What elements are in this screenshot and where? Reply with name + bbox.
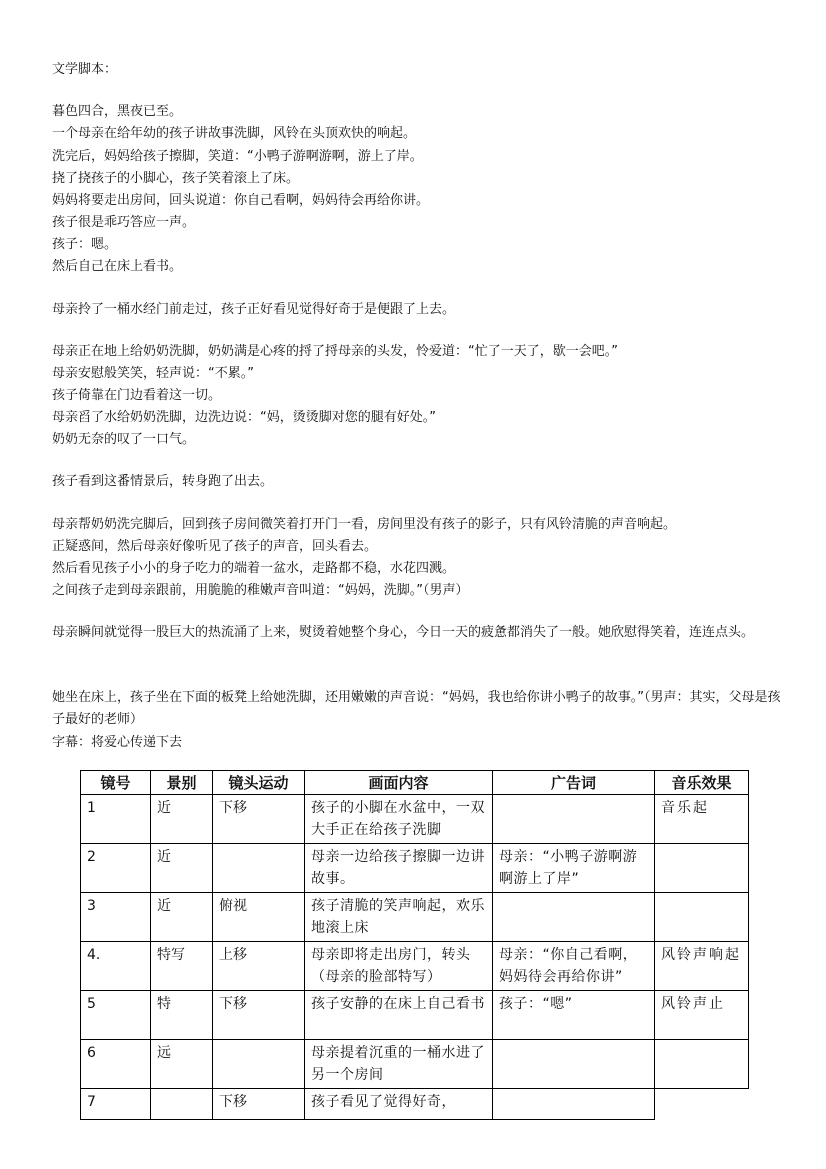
cell-scene-content: 孩子清脆的笑声响起，欢乐地滚上床 [305, 893, 493, 942]
cell-scene-content: 母亲一边给孩子擦脚一边讲故事。 [305, 844, 493, 893]
cell-scene-content: 孩子安静的在床上自己看书 [305, 991, 493, 1040]
header-scene-content: 画面内容 [305, 771, 493, 795]
cell-shot-scale: 近 [151, 844, 213, 893]
paragraph-line: 暮色四合，黑夜已至。 [52, 104, 183, 119]
cell-shot-number: 7 [81, 1089, 151, 1120]
cell-dialogue [493, 893, 655, 942]
cell-shot-number: 2 [81, 844, 151, 893]
cell-shot-scale: 近 [151, 795, 213, 844]
cell-music-effects [655, 1040, 749, 1089]
header-shot-scale: 景别 [151, 771, 213, 795]
paragraph-line: 孩子看到这番情景后，转身跑了出去。 [52, 474, 274, 489]
paragraph-line: 挠了挠孩子的小脚心，孩子笑着滚上了床。 [52, 171, 300, 186]
paragraph-line: 然后自己在床上看书。 [52, 259, 183, 274]
cell-shot-number: 4. [81, 942, 151, 991]
cell-dialogue: 孩子：“嗯” [493, 991, 655, 1040]
cell-camera-movement [213, 844, 305, 893]
cell-scene-content: 孩子的小脚在水盆中，一双大手正在给孩子洗脚 [305, 795, 493, 844]
cell-music-effects [655, 893, 749, 942]
cell-shot-number: 5 [81, 991, 151, 1040]
cell-shot-number: 3 [81, 893, 151, 942]
table-row [81, 893, 749, 942]
header-camera-movement: 镜头运动 [213, 771, 305, 795]
cell-shot-number: 1 [81, 795, 151, 844]
paragraph-line: 一个母亲在给年幼的孩子讲故事洗脚，风铃在头顶欢快的响起。 [52, 126, 417, 141]
table-row [81, 942, 749, 991]
cell-camera-movement [213, 1040, 305, 1089]
table-row [81, 1089, 749, 1120]
cell-shot-scale: 近 [151, 893, 213, 942]
script-heading: 文学脚本： [52, 62, 118, 77]
paragraph-line: 母亲舀了水给奶奶洗脚，边洗边说：“妈，烫烫脚对您的腿有好处。” [52, 410, 436, 425]
cell-dialogue [493, 1089, 655, 1120]
table-row [81, 991, 749, 1040]
paragraph-line: 母亲帮奶奶洗完脚后，回到孩子房间微笑着打开门一看，房间里没有孩子的影子，只有风铃清脆的声音响起。 [52, 517, 677, 532]
cell-music-effects [655, 1089, 749, 1120]
paragraph-line: 正疑惑间，然后母亲好像听见了孩子的声音，回头看去。 [52, 539, 378, 554]
cell-dialogue [493, 1040, 655, 1089]
paragraph-line: 奶奶无奈的叹了一口气。 [52, 432, 196, 447]
cell-music-effects: 风铃声响起 [655, 942, 749, 991]
cell-scene-content: 母亲即将走出房门，转头（母亲的脸部特写） [305, 942, 493, 991]
table-row [81, 844, 749, 893]
cell-music-effects: 风铃声止 [655, 991, 749, 1040]
paragraph-line: 然后看见孩子小小的身子吃力的端着一盆水，走路都不稳，水花四溅。 [52, 561, 456, 576]
paragraph-line: 母亲瞬间就觉得一股巨大的热流涌了上来，熨烫着她整个身心，今日一天的疲惫都消失了一般。她欣慰得笑着，连连点头。 [52, 625, 755, 640]
paragraph-line: 母亲正在地上给奶奶洗脚，奶奶满是心疼的捋了捋母亲的头发，怜爱道：“忙了一天了，歇一会吧。” [52, 344, 618, 359]
paragraph-line: 母亲拎了一桶水经门前走过，孩子正好看见觉得好奇于是便跟了上去。 [52, 302, 456, 317]
cell-dialogue [493, 795, 655, 844]
cell-camera-movement: 俯视 [213, 893, 305, 942]
paragraph-line: 她坐在床上，孩子坐在下面的板凳上给她洗脚，还用嫩嫩的声音说：“妈妈，我也给你讲小鸭子的故事。”（男声：其实，父母是孩子最好的老师） [52, 690, 781, 727]
table-row [81, 1040, 749, 1089]
cell-dialogue: 母亲：“你自己看啊，妈妈待会再给你讲” [493, 942, 655, 991]
paragraph-line: 母亲安慰般笑笑，轻声说：“不累。” [52, 366, 254, 381]
paragraph-line: 孩子倚靠在门边看着这一切。 [52, 388, 222, 403]
header-music-effects: 音乐效果 [655, 771, 749, 795]
storyboard-table [80, 770, 749, 1120]
cell-music-effects [655, 844, 749, 893]
cell-shot-scale: 远 [151, 1040, 213, 1089]
cell-shot-scale: 特写 [151, 942, 213, 991]
cell-music-effects: 音乐起 [655, 795, 749, 844]
cell-shot-scale [151, 1089, 213, 1120]
table-header-row [81, 771, 749, 795]
cell-scene-content: 孩子看见了觉得好奇， [305, 1089, 493, 1120]
header-shot-number: 镜号 [81, 771, 151, 795]
table-row [81, 795, 749, 844]
cell-camera-movement: 下移 [213, 795, 305, 844]
cell-camera-movement: 上移 [213, 942, 305, 991]
paragraph-line: 洗完后，妈妈给孩子擦脚，笑道：“小鸭子游啊游啊，游上了岸。 [52, 149, 423, 164]
cell-shot-scale: 特 [151, 991, 213, 1040]
cell-camera-movement: 下移 [213, 1089, 305, 1120]
cell-camera-movement: 下移 [213, 991, 305, 1040]
paragraph-line: 孩子很是乖巧答应一声。 [52, 215, 196, 230]
cell-scene-content: 母亲提着沉重的一桶水进了另一个房间 [305, 1040, 493, 1089]
paragraph-line: 孩子：嗯。 [52, 237, 118, 252]
cell-dialogue: 母亲：“小鸭子游啊游啊游上了岸” [493, 844, 655, 893]
paragraph-line: 妈妈将要走出房间，回头说道：你自己看啊，妈妈待会再给你讲。 [52, 193, 430, 208]
cell-shot-number: 6 [81, 1040, 151, 1089]
paragraph-line: 之间孩子走到母亲跟前，用脆脆的稚嫩声音叫道：“妈妈，洗脚。”（男声） [52, 583, 469, 598]
header-dialogue: 广告词 [493, 771, 655, 795]
subtitle-line: 字幕：将爱心传递下去 [52, 735, 183, 750]
